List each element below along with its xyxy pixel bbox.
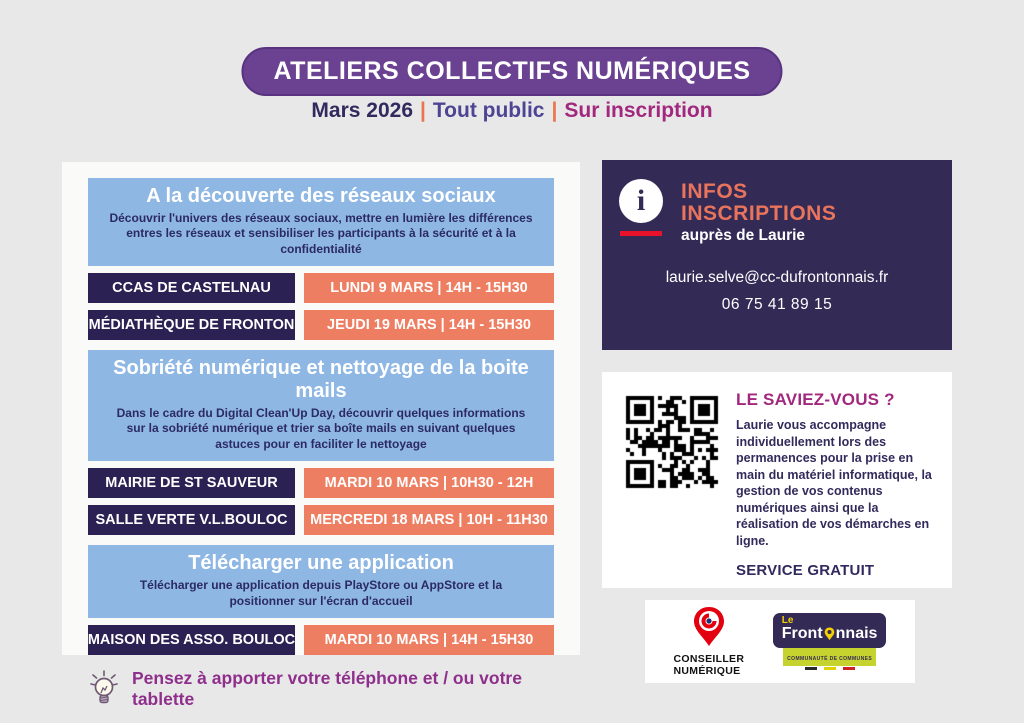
session-datetime: MERCREDI 18 MARS | 10H - 11H30: [304, 505, 554, 535]
subtitle-line: [0, 99, 1024, 123]
title-banner: [241, 47, 782, 96]
session-location: SALLE VERTE V.L.BOULOC: [88, 505, 295, 535]
section-description: Dans le cadre du Digital Clean'Up Day, découvrir quelques informations sur la sobriété numérique et trier sa boîte mails en suivant quelques astuces pour en faciliter le nettoyage: [116, 406, 526, 451]
session-row: [88, 273, 554, 303]
session-datetime: LUNDI 9 MARS | 14H - 15H30: [304, 273, 554, 303]
subtitle-separator: |: [551, 99, 558, 122]
map-pin-icon: [692, 606, 726, 653]
contact-title-line2: INSCRIPTIONS: [681, 202, 837, 226]
session-row: [88, 468, 554, 498]
partner-logos-card: [645, 600, 915, 683]
frontonnais-name-part1: Front: [781, 625, 823, 643]
conseiller-label-line2: NUMÉRIQUE: [673, 665, 741, 677]
qr-code: [624, 394, 720, 490]
workshop-section-sobriete-numerique: [88, 350, 554, 461]
subtitle-audience: Tout public: [432, 99, 545, 122]
info-icon: i: [619, 179, 663, 244]
contact-email: laurie.selve@cc-dufrontonnais.fr: [665, 269, 889, 287]
did-you-know-body: Laurie vous accompagne individuellement lors des permanences pour la prise en main du matériel informatique, la gestion de vos contenus numériques ainsi que la réalisation de vos démarches en ligne.: [736, 418, 932, 548]
section-title: Télécharger une application: [188, 552, 454, 575]
red-underline: [620, 231, 662, 236]
lightbulb-icon: [88, 668, 120, 711]
workshop-section-telecharger-application: [88, 545, 554, 618]
contact-subtitle: auprès de Laurie: [681, 227, 806, 245]
subtitle-date: Mars 2026: [311, 99, 413, 122]
frontonnais-color-dashes: [805, 667, 855, 670]
did-you-know-title: LE SAVIEZ-VOUS ?: [736, 390, 895, 409]
frontonnais-logo: [773, 613, 887, 670]
section-title: Sobriété numérique et nettoyage de la boite mails: [113, 357, 529, 403]
section-description: Télécharger une application depuis PlayStore ou AppStore et la positionner sur l'écran d'accueil: [139, 578, 503, 608]
section-title: A la découverte des réseaux sociaux: [146, 185, 496, 207]
frontonnais-name-part2: nnais: [835, 625, 878, 643]
contact-title-line1: INFOS: [681, 180, 748, 203]
workshops-card: [62, 162, 580, 710]
frontonnais-band: COMMUNAUTÉ DE COMMUNES: [783, 646, 876, 666]
session-location: MÉDIATHÈQUE DE FRONTON: [88, 310, 295, 340]
session-location: MAISON DES ASSO. BOULOC: [88, 625, 295, 655]
session-datetime: MARDI 10 MARS | 10H30 - 12H: [304, 468, 554, 498]
workshop-section-reseaux-sociaux: [88, 178, 554, 266]
frontonnais-le: Le: [781, 615, 794, 627]
page-title: ATELIERS COLLECTIFS NUMÉRIQUES: [273, 57, 751, 85]
conseiller-numerique-logo: [674, 606, 745, 677]
bring-device-tip: [88, 668, 554, 711]
session-row: [88, 625, 554, 655]
section-description: Découvrir l'univers des réseaux sociaux, mettre en lumière les différences entres les réseaux et sensibiliser les participants à la sécurité et à la confidentialité: [109, 211, 533, 256]
did-you-know-card: [602, 372, 952, 588]
subtitle-registration: Sur inscription: [564, 99, 713, 122]
conseiller-label-line1: CONSEILLER: [673, 652, 745, 665]
session-datetime: MARDI 10 MARS | 14H - 15H30: [304, 625, 554, 655]
session-datetime: JEUDI 19 MARS | 14H - 15H30: [304, 310, 554, 340]
session-row: [88, 310, 554, 340]
session-location: MAIRIE DE ST SAUVEUR: [88, 468, 295, 498]
tip-text: Pensez à apporter votre téléphone et / ou votre tablette: [132, 668, 522, 710]
session-location: CCAS DE CASTELNAU: [88, 273, 295, 303]
contact-phone: 06 75 41 89 15: [721, 296, 833, 314]
session-row: [88, 505, 554, 535]
service-gratuit-label: SERVICE GRATUIT: [736, 562, 875, 579]
location-pin-o-icon: [824, 627, 835, 641]
subtitle-separator: |: [420, 99, 426, 122]
contact-card: [602, 160, 952, 350]
